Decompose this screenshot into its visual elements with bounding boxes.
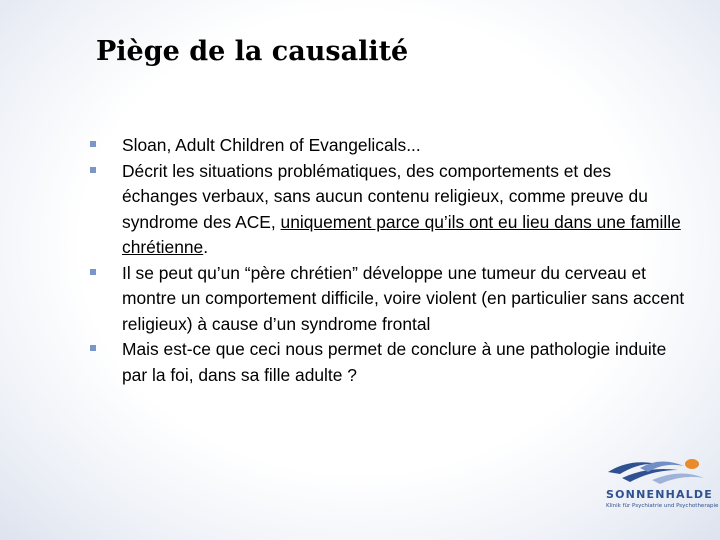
logo-name: SONNENHALDE — [606, 488, 713, 501]
bullet-text: Il se peut qu’un “père chrétien” développe une tumeur du cerveau et montre un comportement difficile, voire violent (en particulier sans accent religieux) à cause d’un syndrome frontal — [122, 262, 685, 334]
square-bullet-icon — [90, 167, 96, 173]
bullet-text-underlined: uniquement parce qu’ils ont eu lieu dans une famille chrétienne — [122, 211, 681, 257]
bullet-item — [90, 159, 690, 261]
bullet-text: . — [203, 237, 209, 257]
logo-subtitle: Klinik für Psychiatrie und Psychotherapie — [606, 503, 719, 509]
square-bullet-icon — [90, 269, 96, 275]
square-bullet-icon — [90, 345, 96, 351]
slide-title: Piège de la causalité — [96, 36, 409, 67]
bullet-text: Décrit les situations problématiques, des comportements et des échanges verbaux, sans aucun contenu religieux, comme preuve du syndrome des ACE, — [122, 160, 648, 232]
bullet-item — [90, 337, 690, 388]
bullet-text: Sloan, Adult Children of Evangelicals... — [122, 135, 421, 155]
bullet-text: Mais est-ce que ceci nous permet de conclure à une pathologie induite par la foi, dans sa fille adulte ? — [122, 339, 667, 385]
square-bullet-icon — [90, 141, 96, 147]
bullet-item — [90, 261, 690, 338]
bullet-list — [90, 133, 690, 388]
bullet-item — [90, 133, 690, 159]
